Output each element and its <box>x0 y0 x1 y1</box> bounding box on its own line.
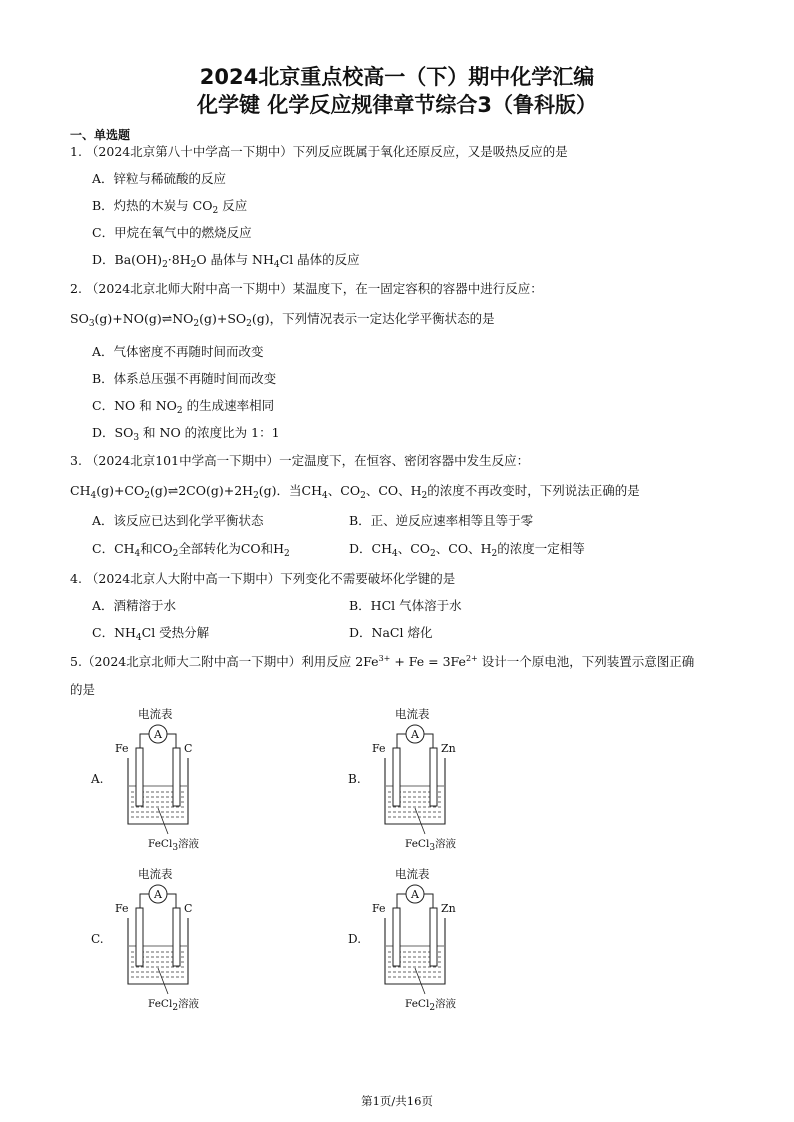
right-electrode-label: Zn <box>441 742 456 755</box>
ammeter-symbol: A <box>411 728 419 741</box>
q2-option-b: B．体系总压强不再随时间而改变 <box>92 371 277 386</box>
option-letter: D. <box>348 932 362 946</box>
q3-option-a: A．该反应已达到化学平衡状态 <box>92 513 264 528</box>
right-electrode-label: C <box>184 902 193 915</box>
right-electrode <box>173 908 180 966</box>
question-text: （2024北京第八十中学高一下期中）下列反应既属于氧化还原反应，又是吸热反应的是 <box>85 144 568 159</box>
right-electrode-label: Zn <box>441 902 456 915</box>
question-5-stem-cont: 的是 <box>70 682 96 697</box>
q1-option-a: A．锌粒与稀硫酸的反应 <box>92 171 227 186</box>
section-heading: 一、单选题 <box>70 128 131 142</box>
q2-option-a: A．气体密度不再随时间而改变 <box>92 344 264 359</box>
document-title-line2: 化学键 化学反应规律章节综合3（鲁科版） <box>197 93 597 117</box>
q2-option-c: C．NO 和 $NO_2$ 的生成速率相同 <box>92 398 275 416</box>
galvanic-cell-drawing <box>345 866 505 1016</box>
page-footer: 第1页/共16页 <box>361 1094 433 1108</box>
question-number: 1. <box>70 144 82 159</box>
q4-option-c: C．$NH_4Cl$ 受热分解 <box>92 625 210 643</box>
option-letter: C. <box>91 932 104 946</box>
left-electrode-label: Fe <box>115 902 129 915</box>
right-electrode <box>173 748 180 806</box>
ammeter-title: 电流表 <box>138 867 173 881</box>
q1-option-d: D．$Ba(OH)_2\cdot 8H_2O$ 晶体与 $NH_4Cl$ 晶体的反应 <box>92 252 360 270</box>
left-electrode <box>136 908 143 966</box>
right-electrode <box>430 908 437 966</box>
q5-option-d-diagram <box>345 866 505 1016</box>
q4-option-d: D．NaCl 熔化 <box>349 625 433 640</box>
q3-option-d: D．$CH_4$、$CO_2$、CO、$H_2$的浓度一定相等 <box>349 541 585 559</box>
left-electrode-label: Fe <box>372 902 386 915</box>
solution-label: FeCl$_2$溶液 <box>148 998 200 1013</box>
document-title-line1: 2024北京重点校高一（下）期中化学汇编 <box>199 65 595 89</box>
q2-equation: $SO_3(g)+NO(g)\rightleftharpoons NO_2(g)+SO_2(g)$，下列情况表示一定达化学平衡状态的是 <box>70 311 495 329</box>
left-electrode <box>393 908 400 966</box>
q3-equation: $CH_4(g)+CO_2(g)\rightleftharpoons 2CO(g)+2H_2(g)$．当$CH_4$、$CO_2$、CO、$H_2$的浓度不再改变时，下列说法正确的是 <box>70 483 640 501</box>
ammeter-symbol: A <box>411 888 419 901</box>
q4-option-a: A．酒精溶于水 <box>92 598 177 613</box>
left-electrode-label: Fe <box>115 742 129 755</box>
question-5-stem: 5.（2024北京北师大二附中高一下期中）利用反应 $2Fe^{3+} + Fe = 3Fe^{2+}$ 设计一个原电池，下列装置示意图正确 <box>70 654 695 669</box>
ammeter-symbol: A <box>154 888 162 901</box>
option-letter: B. <box>348 772 361 786</box>
ammeter-title: 电流表 <box>395 707 430 721</box>
question-2-stem: 2. （2024北京北师大附中高一下期中）某温度下，在一固定容积的容器中进行反应： <box>70 281 543 296</box>
galvanic-cell-drawing <box>345 706 505 856</box>
q5-option-c-diagram <box>88 866 248 1016</box>
q5-option-b-diagram <box>345 706 505 856</box>
q1-option-b: B．灼热的木炭与 $CO_2$ 反应 <box>92 198 248 216</box>
left-electrode <box>136 748 143 806</box>
q4-option-b: B．HCl 气体溶于水 <box>349 598 462 613</box>
right-electrode-label: C <box>184 742 193 755</box>
q3-option-c: C．$CH_4$和$CO_2$全部转化为CO和$H_2$ <box>92 541 290 559</box>
left-electrode <box>393 748 400 806</box>
right-electrode <box>430 748 437 806</box>
option-letter: A. <box>91 772 104 786</box>
galvanic-cell-drawing <box>88 866 248 1016</box>
question-4-stem: 4. （2024北京人大附中高一下期中）下列变化不需要破坏化学键的是 <box>70 571 456 586</box>
solution-label: FeCl$_3$溶液 <box>148 838 200 853</box>
galvanic-cell-drawing <box>88 706 248 856</box>
solution-label: FeCl$_2$溶液 <box>405 998 457 1013</box>
left-electrode-label: Fe <box>372 742 386 755</box>
ammeter-title: 电流表 <box>138 707 173 721</box>
question-1-stem <box>70 144 568 160</box>
q3-option-b: B．正、逆反应速率相等且等于零 <box>349 513 534 528</box>
ammeter-symbol: A <box>154 728 162 741</box>
q2-option-d: D．$SO_3$ 和 NO 的浓度比为 1：1 <box>92 425 280 443</box>
q1-option-c: C．甲烷在氧气中的燃烧反应 <box>92 225 252 240</box>
q5-option-a-diagram <box>88 706 248 856</box>
solution-label: FeCl$_3$溶液 <box>405 838 457 853</box>
question-3-stem: 3. （2024北京101中学高一下期中）一定温度下，在恒容、密闭容器中发生反应： <box>70 453 530 468</box>
ammeter-title: 电流表 <box>395 867 430 881</box>
